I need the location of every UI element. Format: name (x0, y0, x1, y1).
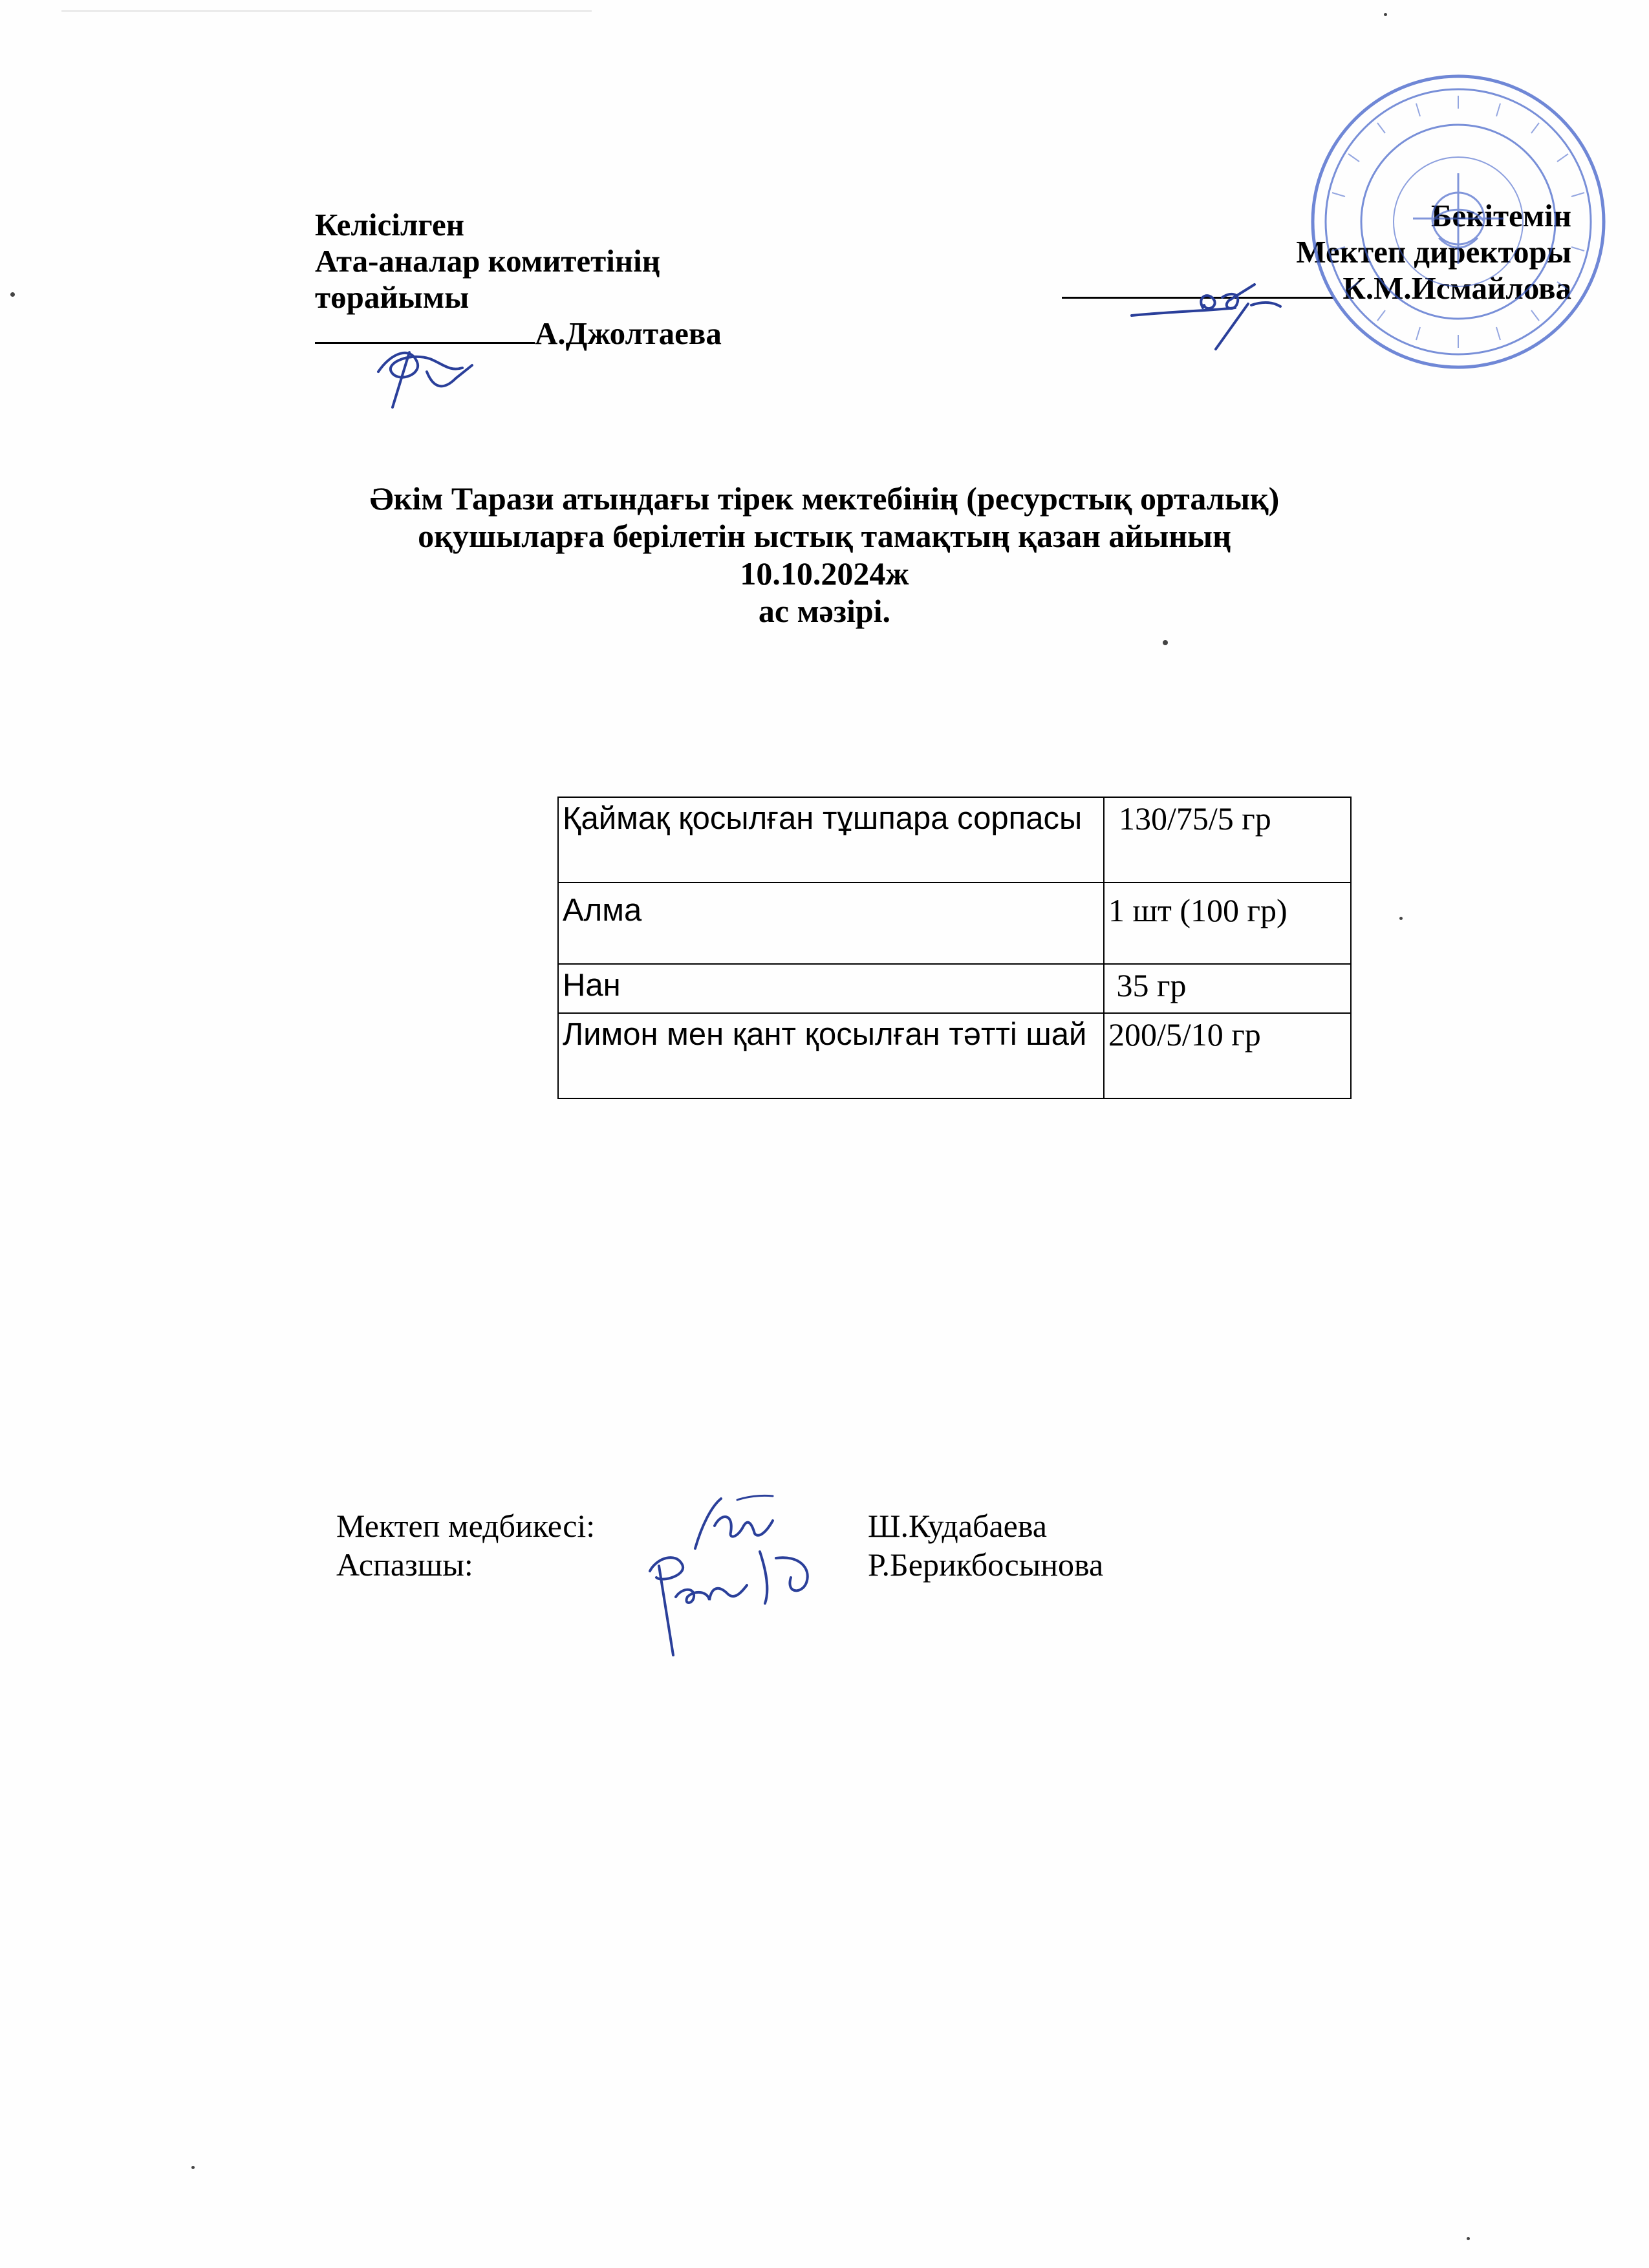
scan-speck (191, 2166, 195, 2169)
scan-speck (10, 292, 15, 297)
table-row (558, 964, 1351, 1013)
chair-line: төрайымы (315, 279, 469, 315)
document-title (0, 480, 1649, 630)
title-line-2: оқушыларға берілетін ыстық тамақтың қазан айының (418, 518, 1231, 554)
portion-cell: 35 гр (1104, 964, 1351, 1013)
cook-name: Р.Берикбосынова (868, 1546, 1104, 1583)
director-signature-icon (1125, 265, 1319, 356)
scan-artifact-line (61, 10, 592, 12)
dish-cell: Алма (558, 883, 1104, 964)
committee-line: Ата-аналар комитетінің (315, 243, 660, 279)
table-row (558, 797, 1351, 883)
director-position: Мектеп директоры (1296, 234, 1571, 270)
director-signer-name: К.М.Исмайлова (1342, 270, 1571, 306)
scan-speck (1163, 640, 1168, 645)
portion-cell: 1 шт (100 гр) (1104, 883, 1351, 964)
table-row (558, 883, 1351, 964)
agreed-label: Келісілген (315, 207, 464, 242)
cook-role: Аспазшы: (336, 1546, 473, 1583)
table-row (558, 1013, 1351, 1098)
scan-speck (1399, 917, 1403, 920)
portion-cell: 130/75/5 гр (1104, 797, 1351, 883)
dish-cell: Қаймақ қосылған тұшпара сорпасы (558, 797, 1104, 883)
chair-signature-icon (352, 326, 488, 411)
menu-table (557, 797, 1352, 1099)
chair-signer-name: А.Джолтаева (535, 316, 722, 351)
dish-cell: Нан (558, 964, 1104, 1013)
title-line-4: ас мәзірі. (758, 593, 891, 629)
cook-signature-icon (637, 1532, 831, 1662)
nurse-name: Ш.Кудабаева (868, 1508, 1047, 1544)
approve-label: Бекітемін (1430, 198, 1571, 233)
title-date: 10.10.2024ж (740, 555, 909, 592)
title-line-1: Әкім Тарази атындағы тірек мектебінің (ресурстық орталық) (369, 480, 1280, 517)
dish-cell: Лимон мен қант қосылған тәтті шай (558, 1013, 1104, 1098)
portion-cell: 200/5/10 гр (1104, 1013, 1351, 1098)
scan-speck (1384, 13, 1387, 16)
nurse-role: Мектеп медбикесі: (336, 1508, 596, 1544)
scan-speck (1467, 2237, 1470, 2240)
official-stamp-icon (1306, 70, 1610, 374)
